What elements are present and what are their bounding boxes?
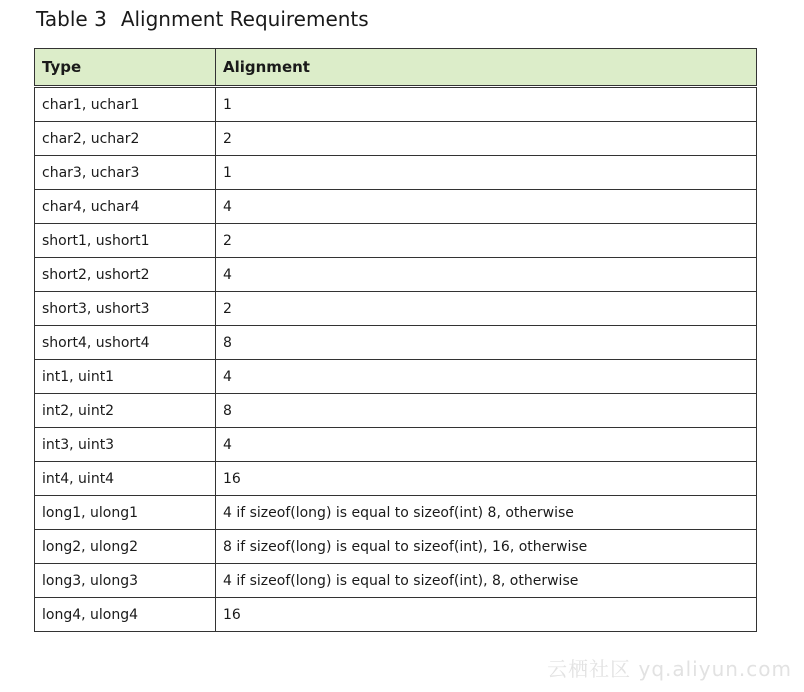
- table-row: [35, 87, 757, 122]
- table-row: [35, 530, 757, 564]
- type-cell: char1, uchar1: [35, 87, 216, 122]
- table-row: [35, 122, 757, 156]
- table-row: [35, 360, 757, 394]
- type-cell: short4, ushort4: [35, 326, 216, 360]
- alignment-cell: 2: [216, 122, 757, 156]
- table-title: Alignment Requirements: [120, 7, 369, 31]
- type-cell: short1, ushort1: [35, 224, 216, 258]
- table-row: [35, 598, 757, 632]
- alignment-cell: 4: [216, 258, 757, 292]
- table-caption: [36, 6, 369, 32]
- alignment-requirements-table: [34, 48, 757, 632]
- alignment-cell: 1: [216, 87, 757, 122]
- type-cell: long4, ulong4: [35, 598, 216, 632]
- type-cell: char4, uchar4: [35, 190, 216, 224]
- type-cell: int2, uint2: [35, 394, 216, 428]
- table-row: [35, 156, 757, 190]
- table-row: [35, 190, 757, 224]
- alignment-cell: 8: [216, 326, 757, 360]
- alignment-cell: 2: [216, 224, 757, 258]
- alignment-cell: 4: [216, 190, 757, 224]
- table-row: [35, 428, 757, 462]
- alignment-cell: 1: [216, 156, 757, 190]
- header-type: Type: [35, 49, 216, 87]
- type-cell: int3, uint3: [35, 428, 216, 462]
- header-alignment: Alignment: [216, 49, 757, 87]
- type-cell: long2, ulong2: [35, 530, 216, 564]
- alignment-cell: 8: [216, 394, 757, 428]
- alignment-cell: 4 if sizeof(long) is equal to sizeof(int) 8, otherwise: [216, 496, 757, 530]
- table-row: [35, 564, 757, 598]
- alignment-cell: 4: [216, 428, 757, 462]
- type-cell: short2, ushort2: [35, 258, 216, 292]
- alignment-cell: 4 if sizeof(long) is equal to sizeof(int), 8, otherwise: [216, 564, 757, 598]
- table-row: [35, 394, 757, 428]
- table-row: [35, 496, 757, 530]
- type-cell: int4, uint4: [35, 462, 216, 496]
- table-header-row: [35, 49, 757, 87]
- table-row: [35, 258, 757, 292]
- table-row: [35, 462, 757, 496]
- alignment-cell: 16: [216, 462, 757, 496]
- type-cell: long1, ulong1: [35, 496, 216, 530]
- table-row: [35, 224, 757, 258]
- alignment-cell: 2: [216, 292, 757, 326]
- watermark: 云栖社区 yq.aliyun.com: [547, 657, 792, 681]
- type-cell: short3, ushort3: [35, 292, 216, 326]
- table-row: [35, 326, 757, 360]
- alignment-cell: 16: [216, 598, 757, 632]
- table-number: Table 3: [36, 7, 107, 31]
- table-row: [35, 292, 757, 326]
- type-cell: char2, uchar2: [35, 122, 216, 156]
- type-cell: long3, ulong3: [35, 564, 216, 598]
- type-cell: char3, uchar3: [35, 156, 216, 190]
- alignment-cell: 8 if sizeof(long) is equal to sizeof(int), 16, otherwise: [216, 530, 757, 564]
- alignment-cell: 4: [216, 360, 757, 394]
- type-cell: int1, uint1: [35, 360, 216, 394]
